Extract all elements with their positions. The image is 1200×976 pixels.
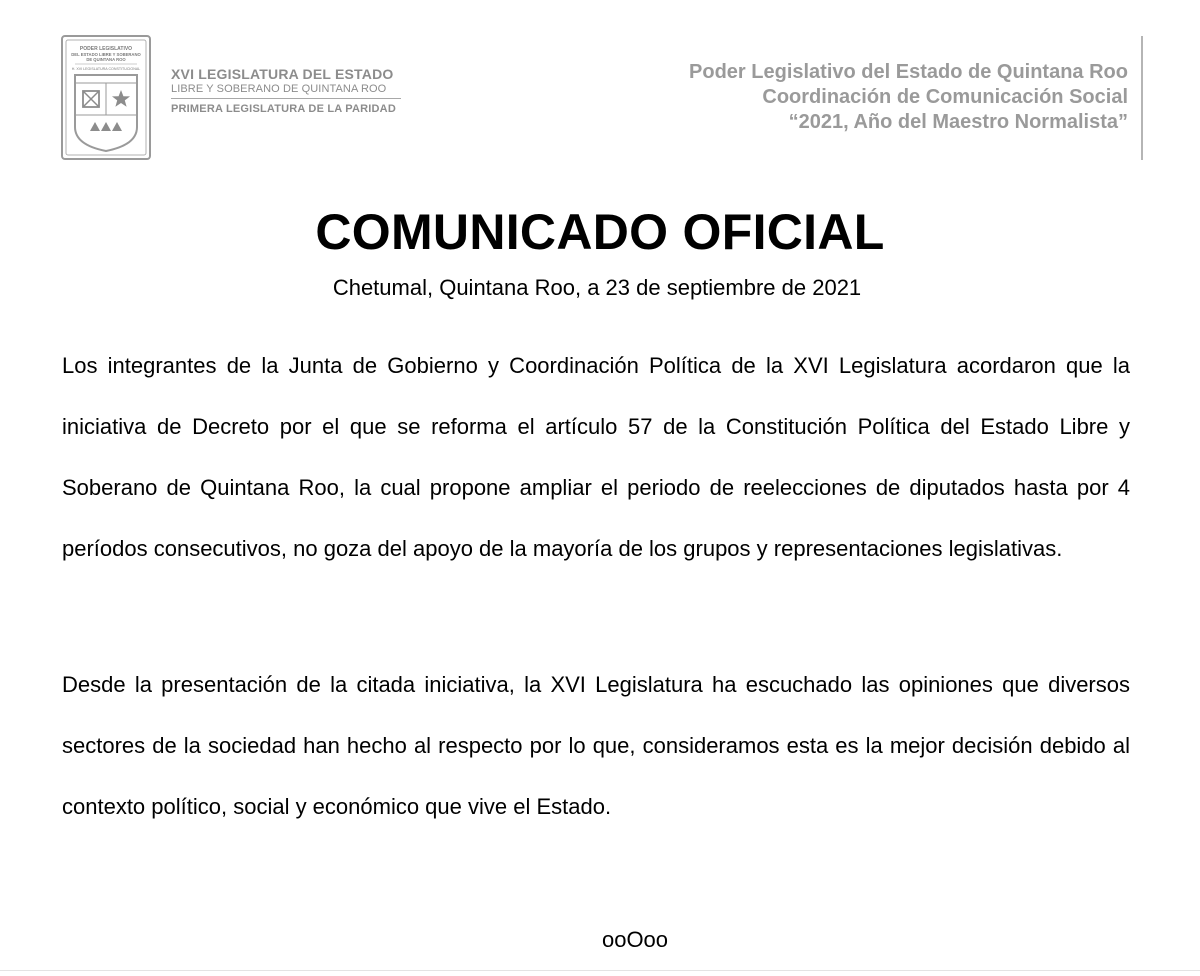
document-title: COMUNICADO OFICIAL bbox=[315, 204, 885, 260]
paragraph-2: Desde la presentación de la citada iniciativa, la XVI Legislatura ha escuchado las opiniones que diversos sectores de la sociedad han hecho al respecto por lo que, consideramos esta es la mejor decisión debido al contexto político, social y económico que vive el Estado. bbox=[62, 672, 1130, 819]
legislature-name-block bbox=[171, 66, 411, 117]
legislature-seal-logo bbox=[61, 35, 151, 160]
paragraph-1: Los integrantes de la Junta de Gobierno y Coordinación Política de la XVI Legislatura acordaron que la iniciativa de Decreto por el que se reforma el artículo 57 de la Constitución Política del Estado Libre y Soberano de Quintana Roo, la cual propone ampliar el periodo de reelecciones de diputados hasta por 4 períodos consecutivos, no goza del apoyo de la mayoría de los grupos y representaciones legislativas. bbox=[62, 353, 1130, 561]
legislature-name-line2: LIBRE Y SOBERANO DE QUINTANA ROO bbox=[171, 82, 401, 99]
document-closing-mark: ooOoo bbox=[601, 927, 669, 952]
seal-text-line1: PODER LEGISLATIVO bbox=[79, 46, 133, 52]
legislature-name-line1: XVI LEGISLATURA DEL ESTADO bbox=[171, 66, 394, 82]
header-organization-line3: “2021, Año del Maestro Normalista” bbox=[788, 111, 1128, 133]
seal-text-line3: DE QUINTANA ROO bbox=[86, 57, 126, 62]
seal-text-line2: DEL ESTADO LIBRE Y SOBERANO bbox=[71, 52, 141, 57]
seal-text-line4: H. XVI LEGISLATURA CONSTITUCIONAL bbox=[71, 67, 141, 71]
legislature-name-line3: PRIMERA LEGISLATURA DE LA PARIDAD bbox=[171, 103, 396, 115]
header-organization-block bbox=[689, 60, 1128, 135]
header-organization-line2: Coordinación de Comunicación Social bbox=[762, 86, 1128, 108]
page-bottom-divider bbox=[0, 970, 1200, 971]
document-dateline: Chetumal, Quintana Roo, a 23 de septiembre de 2021 bbox=[332, 275, 862, 300]
header-vertical-divider bbox=[1141, 36, 1143, 160]
header-organization-line1: Poder Legislativo del Estado de Quintana Roo bbox=[689, 61, 1128, 83]
